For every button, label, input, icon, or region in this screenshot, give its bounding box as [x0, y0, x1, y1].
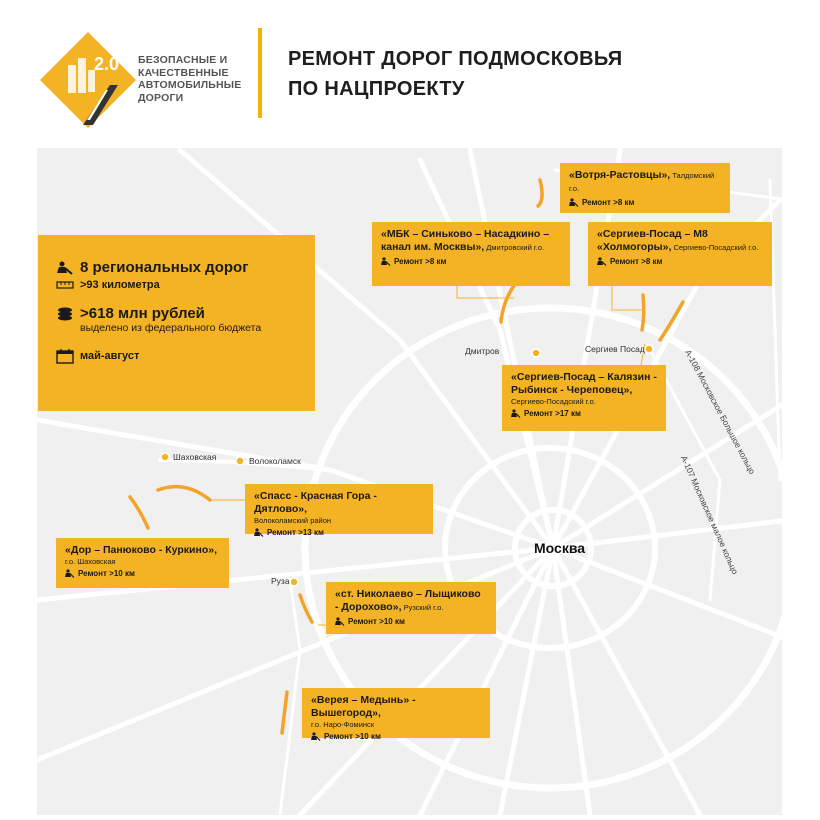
logo-line-4: ДОРОГИ — [138, 91, 184, 104]
road-worker-icon — [56, 261, 74, 275]
project-district: Сергиево-Посадский г.о. — [671, 243, 759, 252]
project-card-vereya — [302, 688, 490, 741]
project-name: «Дор – Панюково - Куркино», — [65, 544, 217, 556]
project-name: «Сергиев-Посад – М8 «Холмогоры», — [597, 228, 708, 253]
title-line-2: ПО НАЦПРОЕКТУ — [288, 78, 465, 100]
project-repair: Ремонт >10 км — [335, 616, 487, 627]
road-worker-icon — [381, 257, 391, 266]
project-card-kalyazin — [502, 365, 666, 431]
page-title — [288, 44, 622, 104]
project-card-spass — [245, 484, 433, 537]
project-name: «Вотря-Растовцы», — [569, 169, 671, 181]
project-repair: Ремонт >13 км — [254, 527, 424, 538]
project-name: «ст. Николаево – Лыщиково - Дорохово», — [335, 588, 481, 613]
project-repair: Ремонт >8 км — [597, 256, 763, 267]
summary-roads-text: 8 региональных дорог — [80, 259, 249, 276]
project-card-dor — [56, 538, 229, 588]
coins-icon — [56, 306, 74, 322]
highway-a107-label: А-107 Московское малое кольцо — [678, 454, 741, 576]
project-repair: Ремонт >10 км — [311, 731, 481, 742]
header — [0, 0, 820, 145]
road-worker-icon — [254, 528, 264, 537]
project-card-votrya — [560, 163, 730, 213]
city-sergiev-posad: Сергиев Посад — [585, 344, 645, 354]
logo-line-1: БЕЗОПАСНЫЕ И — [138, 54, 228, 66]
project-repair: Ремонт >8 км — [569, 197, 721, 208]
city-dmitrov: Дмитров — [465, 346, 500, 356]
calendar-icon — [56, 348, 74, 364]
road-worker-icon — [311, 732, 321, 741]
project-district: г.о. Шаховская — [65, 557, 116, 566]
title-line-1: РЕМОНТ ДОРОГ ПОДМОСКОВЬЯ — [288, 48, 623, 70]
road-worker-icon — [335, 617, 345, 626]
road-worker-icon — [65, 569, 75, 578]
summary-km-text: >93 километра — [80, 279, 160, 291]
project-card-nikolaevo — [326, 582, 496, 634]
project-repair: Ремонт >10 км — [65, 568, 220, 579]
summary-period — [56, 348, 297, 364]
project-card-mbk — [372, 222, 570, 286]
project-card-m8 — [588, 222, 772, 286]
project-repair: Ремонт >17 км — [511, 408, 657, 419]
city-moscow: Москва — [534, 540, 586, 556]
logo-line-3: АВТОМОБИЛЬНЫЕ — [138, 79, 242, 91]
project-district: Сергиево-Посадский г.о. — [511, 397, 596, 406]
project-name: «Сергиев-Посад – Калязин - Рыбинск - Череповец», — [511, 371, 657, 396]
summary-money-note: выделено из федерального бюджета — [80, 322, 262, 334]
logo-badge: 2.0 — [94, 54, 120, 74]
summary-km — [56, 279, 297, 291]
summary-roads — [56, 259, 297, 276]
project-name: «Верея – Медынь» - Вышегород», — [311, 694, 416, 719]
project-district: Талдомский г.о. — [569, 171, 715, 193]
summary-panel — [38, 235, 315, 411]
road-worker-icon — [597, 257, 607, 266]
project-name: «МБК – Синьково – Насадкино – канал им. Москвы», — [381, 228, 550, 253]
summary-money-text: >618 млн рублей — [80, 305, 205, 322]
project-district: Дмитровский г.о. — [484, 243, 545, 252]
road-worker-icon — [569, 198, 579, 207]
road-worker-icon — [511, 409, 521, 418]
summary-money — [56, 305, 297, 322]
project-district: Волоколамский район — [254, 516, 332, 525]
project-name: «Спасс - Красная Гора - Дятлово», — [254, 490, 377, 515]
project-repair: Ремонт >8 км — [381, 256, 561, 267]
header-divider — [258, 28, 262, 118]
ruler-icon — [56, 280, 74, 290]
project-district: Рузский г.о. — [401, 603, 444, 612]
logo — [38, 30, 138, 135]
city-ruza: Руза — [271, 576, 290, 586]
project-district: г.о. Наро-Фоминск — [311, 720, 375, 729]
logo-diamond-icon — [38, 30, 138, 130]
logo-line-2: КАЧЕСТВЕННЫЕ — [138, 66, 229, 79]
city-volokolamsk: Волоколамск — [249, 456, 301, 466]
highway-a108-label: А-108 Московское Большое кольцо — [683, 348, 758, 476]
summary-period-text: май-август — [80, 350, 140, 362]
city-shakhovskaya: Шаховская — [173, 452, 217, 462]
logo-text — [138, 54, 258, 104]
